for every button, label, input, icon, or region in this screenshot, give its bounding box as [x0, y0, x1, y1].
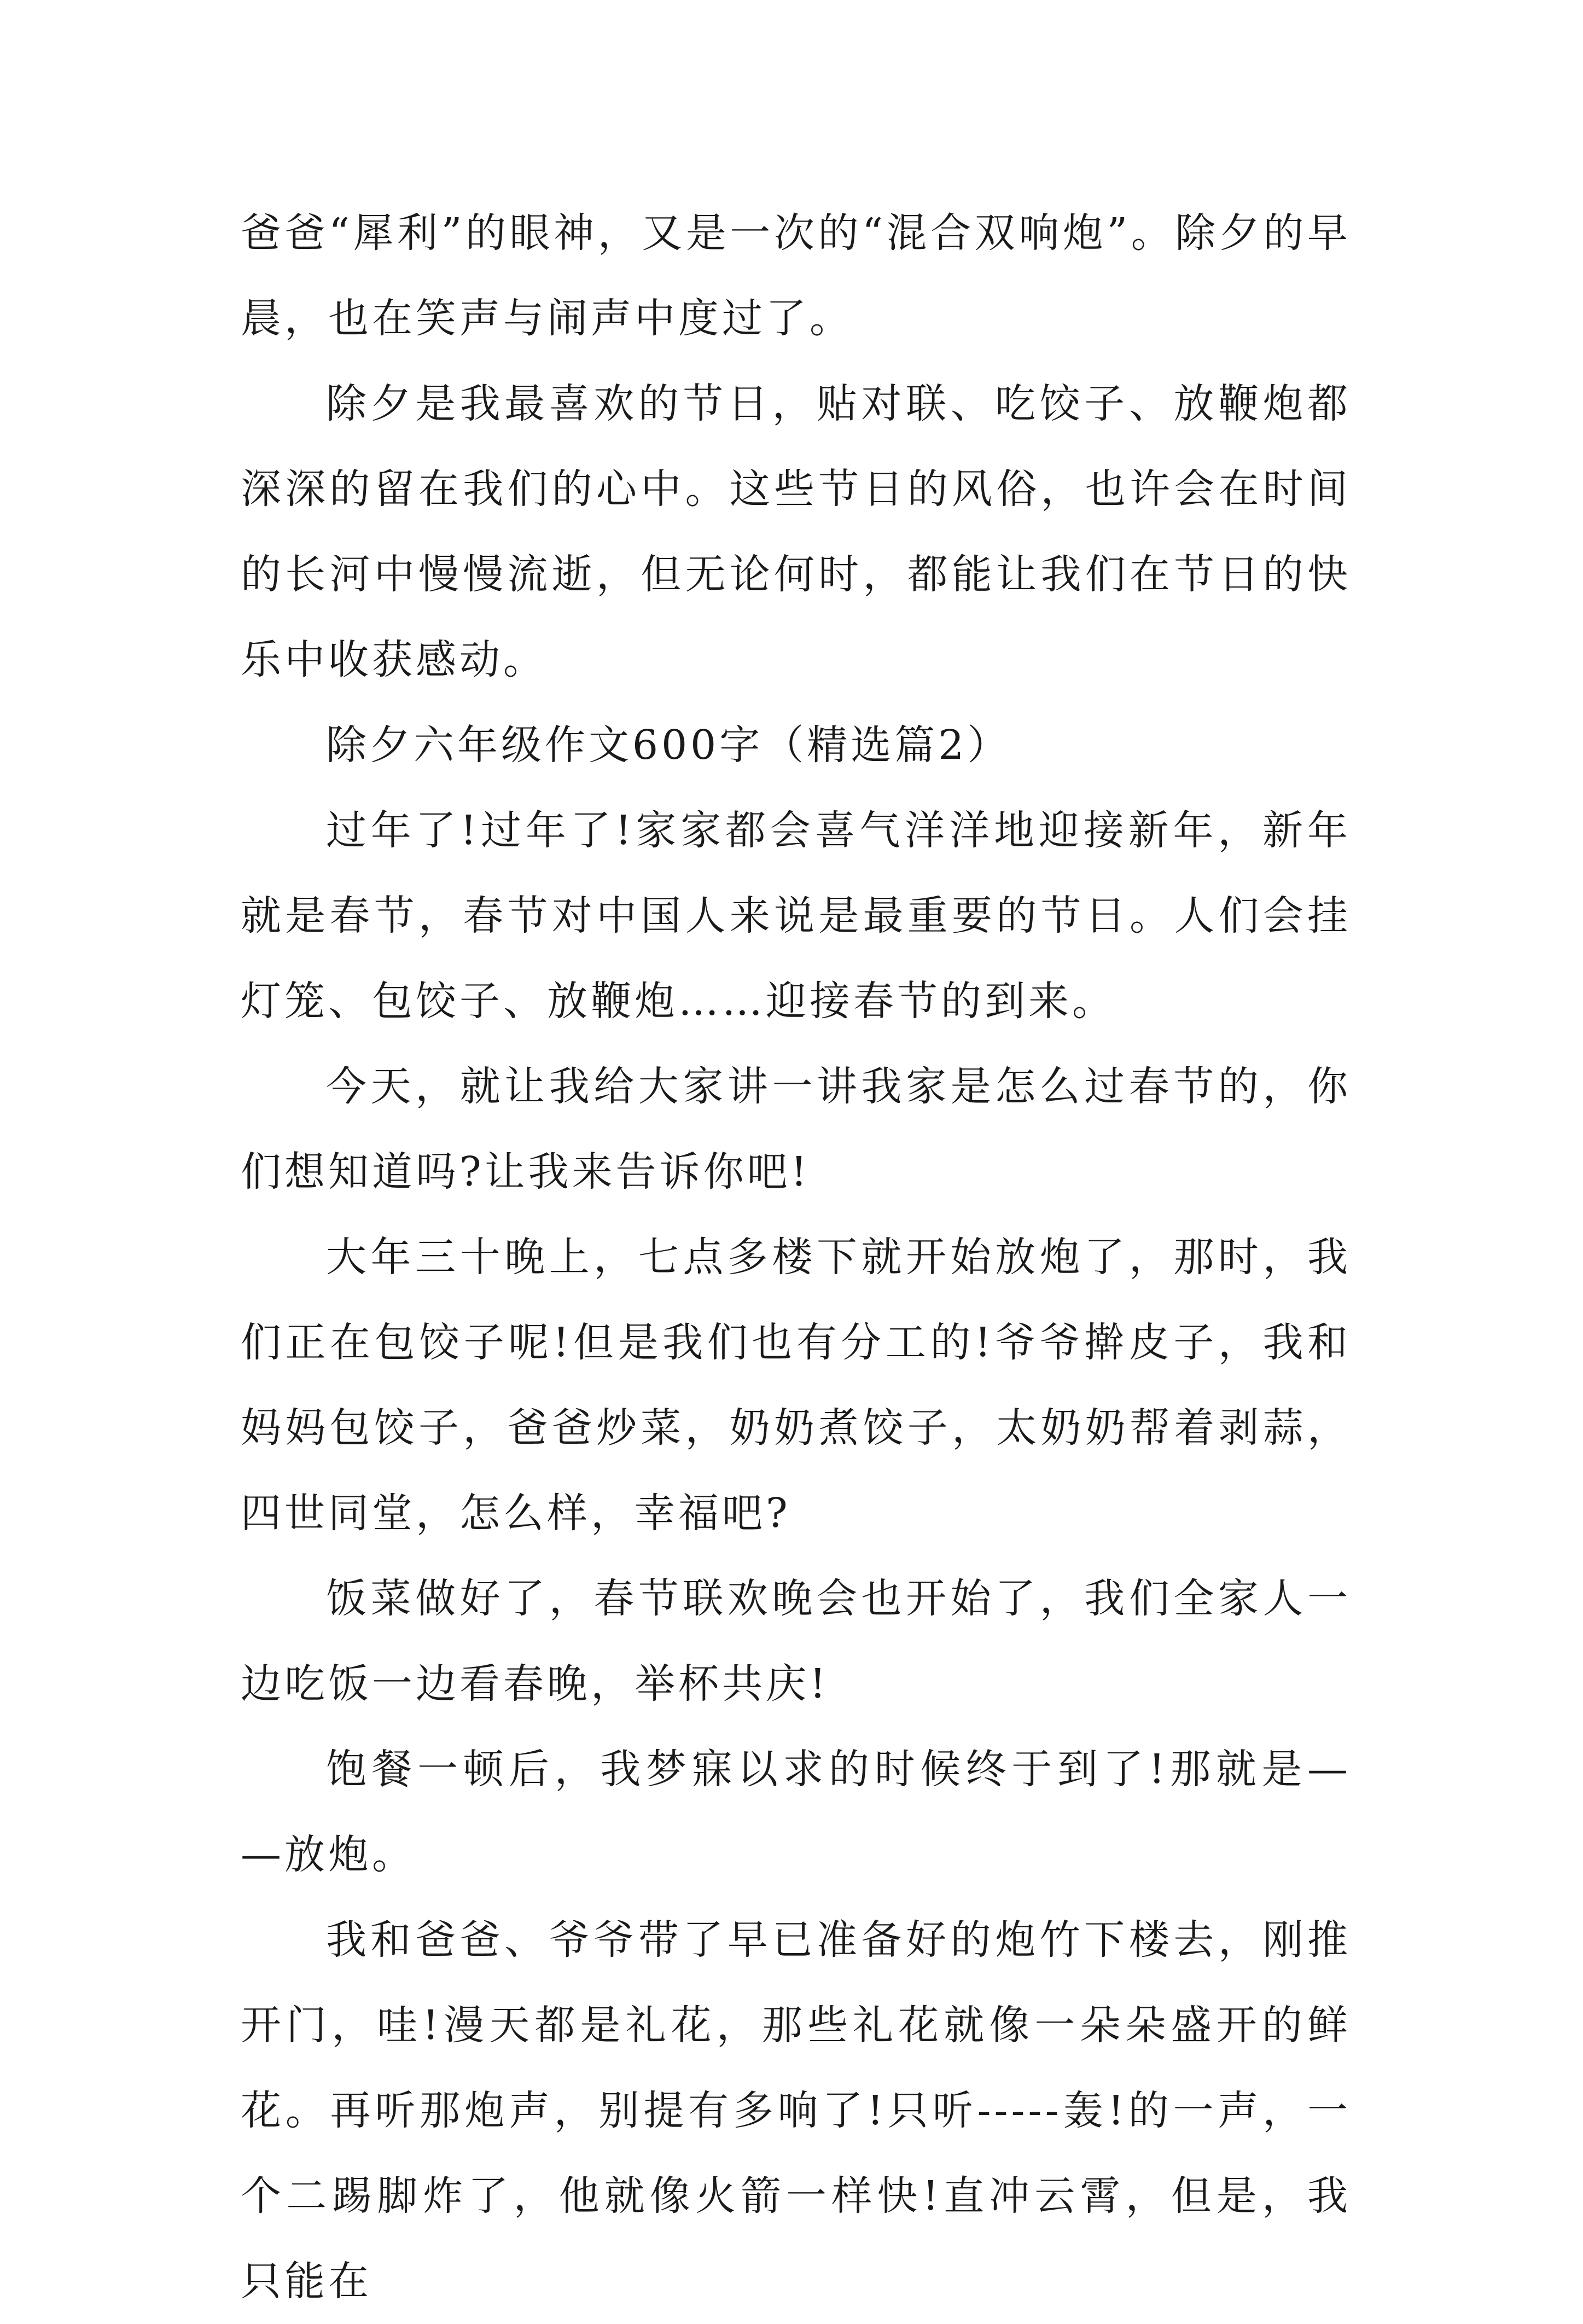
- document-page: [241, 190, 1351, 2324]
- paragraph: 过年了!过年了!家家都会喜气洋洋地迎接新年，新年就是春节，春节对中国人来说是最重要的节日。人们会挂灯笼、包饺子、放鞭炮……迎接春节的到来。: [241, 807, 1351, 1025]
- paragraph: 我和爸爸、爷爷带了早已准备好的炮竹下楼去，刚推开门，哇!漫天都是礼花，那些礼花就像一朵朵盛开的鲜花。再听那炮声，别提有多响了!只听-----轰!的一声，一个二踢脚炸了，他就像火箭一样快!直冲云霄，但是，我只能在: [241, 1916, 1351, 2305]
- paragraph: 爸爸“犀利”的眼神，又是一次的“混合双响炮”。除夕的早晨，也在笑声与闹声中度过了。: [241, 210, 1351, 342]
- paragraph: 今天，就让我给大家讲一讲我家是怎么过春节的，你们想知道吗?让我来告诉你吧!: [241, 1063, 1351, 1195]
- section-heading: 除夕六年级作文600字（精选篇2）: [326, 722, 1011, 769]
- paragraph: 饱餐一顿后，我梦寐以求的时候终于到了!那就是——放炮。: [241, 1746, 1351, 1878]
- paragraph: 除夕是我最喜欢的节日，贴对联、吃饺子、放鞭炮都深深的留在我们的心中。这些节日的风俗，也许会在时间的长河中慢慢流逝，但无论何时，都能让我们在节日的快乐中收获感动。: [241, 380, 1351, 683]
- paragraph: 饭菜做好了，春节联欢晚会也开始了，我们全家人一边吃饭一边看春晚，举杯共庆!: [241, 1575, 1351, 1707]
- paragraph: 大年三十晚上，七点多楼下就开始放炮了，那时，我们正在包饺子呢!但是我们也有分工的!爷爷擀皮子，我和妈妈包饺子，爸爸炒菜，奶奶煮饺子，太奶奶帮着剥蒜，四世同堂，怎么样，幸福吧?: [241, 1234, 1351, 1537]
